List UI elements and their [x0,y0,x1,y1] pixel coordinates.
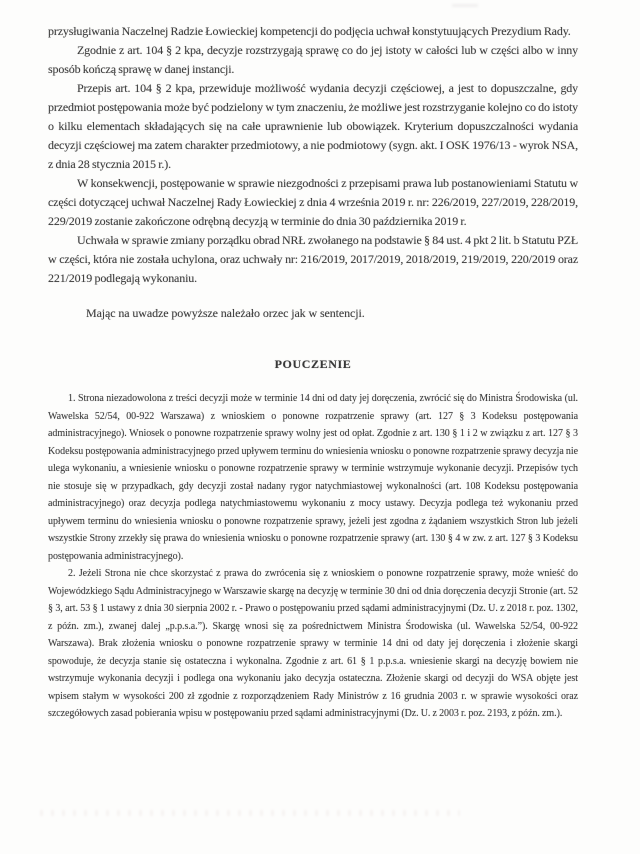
body-paragraph-art104: Zgodnie z art. 104 § 2 kpa, decyzje rozstrzygają sprawę co do jej istoty w całości lub w części albo w inny sposób kończą sprawę w danej instancji. [48,43,578,76]
body-paragraph-decyzja-czesciowa: Przepis art. 104 § 2 kpa, przewiduje możliwość wydania decyzji częściowej, a jest to dopuszczalne, gdy przedmiot postępowania może być podzielony w tym znaczeniu, że możliwe jest rozstrzyganie kolejno co do istoty o kilku elementach składających się na całe uprawnienie lub obowiązek. Kryterium dopuszczalności wydania decyzji częściowej ma zatem charakter przedmiotowy, a nie podmiotowy (sygn. akt. I OSK 1976/13 - wyrok NSA, z dnia 28 stycznia 2015 r.). [48,81,578,171]
document-text-block [48,22,578,723]
scan-artifact [40,810,460,816]
notice-paragraph-1: 1. Strona niezadowolona z treści decyzji może w terminie 14 dni od daty jej doręczenia, zwrócić się do Ministra Środowiska (ul. Wawelska 52/54, 00-922 Warszawa) z wnioskiem o ponowne rozpatrzenie sprawy (art. 127 § 3 Kodeksu postępowania administracyjnego). Wniosek o ponowne rozpatrzenie sprawy wolny jest od opłat. Zgodnie z art. 130 § 1 i 2 w związku z art. 127 § 3 Kodeksu postępowania administracyjnego przed upływem terminu do wniesienia wniosku o ponowne rozpatrzenie sprawy decyzja nie ulega wykonaniu, a wniesienie wniosku o ponowne rozpatrzenie sprawy w terminie wstrzymuje wykonanie decyzji. Przepisów tych nie stosuje się w przypadkach, gdy decyzji został nadany rygor natychmiastowej wykonalności (art. 108 Kodeksu postępowania administracyjnego) oraz decyzja podlega natychmiastowemu wykonaniu z mocy ustawy. Decyzja podlega też wykonaniu przed upływem terminu do wniesienia wniosku o ponowne rozpatrzenie sprawy, jeżeli jest zgodna z żądaniem wszystkich Stron lub jeżeli wszystkie Strony zrzekły się prawa do wniesienia wniosku o ponowne rozpatrzenie sprawy (art. 130 § 4 w zw. z art. 127 § 3 Kodeksu postępowania administracyjnego). [48,393,578,562]
closing-sentence: Mając na uwadze powyższe należało orzec jak w sentencji. [86,306,365,320]
body-paragraph-continuation: przysługiwania Naczelnej Radzie Łowieckiej kompetencji do podjęcia uchwał konstytuujących Prezydium Rady. [48,24,571,38]
body-paragraph-w-konsekwencji: W konsekwencji, postępowanie w sprawie niezgodności z przepisami prawa lub postanowieniami Statutu w części dotyczącej uchwał Naczelnej Rady Łowieckiej z dnia 4 września 2019 r. nr: 226/2019, 227/2019, 228/2019, 229/2019 zostanie zakończone odrębną decyzją w terminie do dnia 30 października 2019 r. [48,176,578,228]
scan-artifact [452,4,478,7]
section-heading-pouczenie: POUCZENIE [274,357,352,371]
body-paragraph-uchwala: Uchwała w sprawie zmiany porządku obrad NRŁ zwołanego na podstawie § 84 ust. 4 pkt 2 lit. b Statutu PZŁ w części, która nie została uchylona, oraz uchwały nr: 216/2019, 2017/2019, 2018/2019, 219/2019, 220/2019 oraz 221/2019 podlegają wykonaniu. [48,233,578,285]
notice-paragraph-2: 2. Jeżeli Strona nie chce skorzystać z prawa do zwrócenia się z wnioskiem o ponowne rozpatrzenie sprawy, może wnieść do Wojewódzkiego Sądu Administracyjnego w Warszawie skargę na decyzję w terminie 30 dni od dnia doręczenia decyzji Stronie (art. 52 § 3, art. 53 § 1 ustawy z dnia 30 sierpnia 2002 r. - Prawo o postępowaniu przed sądami administracyjnymi (Dz. U. z 2018 r. poz. 1302, z późn. zm.), zwanej dalej „p.p.s.a.”). Skargę wnosi się za pośrednictwem Ministra Środowiska (ul. Wawelska 52/54, 00-922 Warszawa). Brak złożenia wniosku o ponowne rozpatrzenie sprawy w terminie 14 dni od daty jej doręczenia i złożenie skargi spowoduje, że decyzja stanie się ostateczna i wykonalna. Zgodnie z art. 61 § 1 p.p.s.a. wniesienie skargi na decyzję bowiem nie wstrzymuje wykonania decyzji i podlega ona wykonaniu jako decyzja ostateczna. Złożenie skargi od decyzji do WSA objęte jest wpisem stałym w wysokości 200 zł zgodnie z rozporządzeniem Rady Ministrów z 16 grudnia 2003 r. w sprawie wysokości oraz szczegółowych zasad pobierania wpisu w postępowaniu przed sądami administracyjnymi (Dz. U. z 2003 r. poz. 2193, z późn. zm.). [48,568,578,719]
